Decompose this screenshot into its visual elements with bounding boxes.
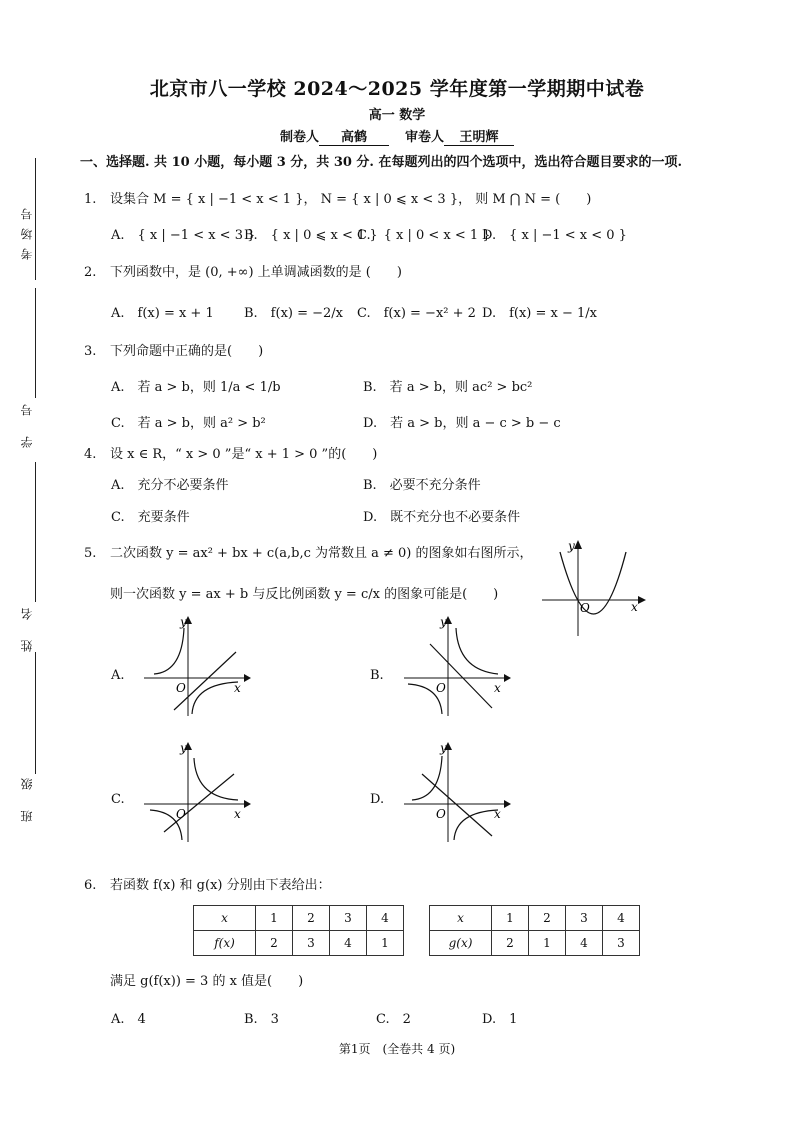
question-number: 1. <box>84 192 97 207</box>
q2-option-d[interactable]: D. f(x) = x − 1/x <box>482 306 598 321</box>
question-number: 2. <box>84 265 97 280</box>
question-6 <box>84 874 331 893</box>
question-stem: 二次函数 y = ax² + bx + c(a,b,c 为常数且 a ≠ 0) 的图象如右图所示， <box>110 546 533 561</box>
q3-option-b[interactable]: B. 若 a > b，则 ac² > bc² <box>363 380 533 395</box>
q3-option-d[interactable]: D. 若 a > b，则 a − c > b − c <box>363 416 561 431</box>
table-cell: x <box>430 906 492 931</box>
q5-option-b[interactable]: B. <box>370 668 384 683</box>
sidebar-line-1 <box>35 158 36 280</box>
table-cell: 1 <box>492 906 529 931</box>
question-stem: 设集合 M = { x | −1 < x < 1 }， N = { x | 0 ⩽ x < 3 }， 则 M ⋂ N = ( ) <box>110 192 592 207</box>
q2-option-a[interactable]: A. f(x) = x + 1 <box>111 306 214 321</box>
origin-label: O <box>436 807 446 821</box>
question-4 <box>84 443 377 462</box>
q5-graph-b <box>400 614 512 718</box>
axis-x-label: x <box>494 807 501 821</box>
question-number: 6. <box>84 878 97 893</box>
question-3 <box>84 340 263 359</box>
sidebar-class: 班 级 <box>20 770 34 822</box>
question-stem: 下列函数中，是 (0, +∞) 上单调减函数的是 ( ) <box>110 265 402 280</box>
question-5 <box>84 542 533 561</box>
sidebar-line-2 <box>35 288 36 398</box>
table-row <box>430 906 640 931</box>
q1-option-a[interactable]: A. { x | −1 < x < 3 } <box>111 228 256 243</box>
axis-y-label: y <box>568 539 575 553</box>
sidebar-exam-room: 考场号 <box>20 200 34 260</box>
q5-graph-d <box>400 740 512 844</box>
question-number: 5. <box>84 546 97 561</box>
q5-option-d[interactable]: D. <box>370 792 385 807</box>
q5-graph-c <box>140 740 252 844</box>
table-cell: 1 <box>529 931 566 956</box>
maker-name: 高鹤 <box>319 126 389 146</box>
origin-label: O <box>176 681 186 695</box>
table-cell: g(x) <box>430 931 492 956</box>
axis-x-label: x <box>234 807 241 821</box>
origin-label: O <box>580 601 590 615</box>
axis-x-label: x <box>631 600 638 614</box>
origin-label: O <box>436 681 446 695</box>
q5-graph-a <box>140 614 252 718</box>
exam-title: 北京市八一学校 2024～2025 学年度第一学期期中试卷 <box>149 78 645 100</box>
table-cell: 4 <box>330 931 367 956</box>
table-row <box>194 931 404 956</box>
q3-option-c[interactable]: C. 若 a > b，则 a² > b² <box>111 416 266 431</box>
table-cell: 4 <box>566 931 603 956</box>
question-number: 4. <box>84 447 97 462</box>
parabola-graph <box>538 536 648 640</box>
question-2 <box>84 261 402 280</box>
q1-option-b[interactable]: B. { x | 0 ⩽ x < 1 } <box>244 228 378 243</box>
q4-option-c[interactable]: C. 充要条件 <box>111 510 190 525</box>
q6-option-a[interactable]: A. 4 <box>111 1012 146 1027</box>
q2-option-b[interactable]: B. f(x) = −2/x <box>244 306 344 321</box>
exam-subtitle: 高一 数学 <box>368 108 426 123</box>
table-cell: 1 <box>256 906 293 931</box>
question-1 <box>84 188 591 207</box>
table-cell: 2 <box>492 931 529 956</box>
q2-option-c[interactable]: C. f(x) = −x² + 2 <box>357 306 476 321</box>
table-g <box>429 905 640 956</box>
q3-option-a[interactable]: A. 若 a > b，则 1/a < 1/b <box>111 380 281 395</box>
axis-y-label: y <box>440 615 447 629</box>
sidebar-student-id: 学 号 <box>20 396 34 448</box>
table-cell: x <box>194 906 256 931</box>
table-cell: f(x) <box>194 931 256 956</box>
axis-y-label: y <box>180 741 187 755</box>
origin-label: O <box>176 807 186 821</box>
exam-makers <box>0 126 794 146</box>
sidebar-name: 姓 名 <box>20 600 34 652</box>
axis-x-label: x <box>494 681 501 695</box>
axis-y-label: y <box>180 615 187 629</box>
q4-option-a[interactable]: A. 充分不必要条件 <box>111 478 229 493</box>
page-footer: 第1页 (全卷共 4 页) <box>338 1042 456 1056</box>
table-cell: 3 <box>330 906 367 931</box>
table-cell: 1 <box>367 931 404 956</box>
q5-option-c[interactable]: C. <box>111 792 125 807</box>
axis-x-label: x <box>234 681 241 695</box>
table-row <box>194 906 404 931</box>
table-cell: 2 <box>256 931 293 956</box>
table-cell: 2 <box>529 906 566 931</box>
question-stem: 设 x ∈ R，“ x > 0 ”是“ x + 1 > 0 ”的( ) <box>110 447 378 462</box>
q4-option-d[interactable]: D. 既不充分也不必要条件 <box>363 510 521 525</box>
sidebar-line-4 <box>35 652 36 774</box>
table-cell: 3 <box>566 906 603 931</box>
question-6-stem-2: 满足 g(f(x)) = 3 的 x 值是( ) <box>110 974 304 989</box>
question-stem: 若函数 f(x) 和 g(x) 分别由下表给出： <box>110 878 331 893</box>
table-cell: 3 <box>293 931 330 956</box>
q6-option-d[interactable]: D. 1 <box>482 1012 518 1027</box>
axis-y-label: y <box>440 741 447 755</box>
reviewer-name: 王明辉 <box>444 126 514 146</box>
table-cell: 4 <box>603 906 640 931</box>
maker-label: 制卷人 <box>279 130 319 145</box>
q6-option-b[interactable]: B. 3 <box>244 1012 279 1027</box>
q1-option-c[interactable]: C. { x | 0 < x < 1 } <box>357 228 491 243</box>
table-f <box>193 905 404 956</box>
q1-option-d[interactable]: D. { x | −1 < x < 0 } <box>482 228 627 243</box>
q4-option-b[interactable]: B. 必要不充分条件 <box>363 478 481 493</box>
table-cell: 2 <box>293 906 330 931</box>
q6-option-c[interactable]: C. 2 <box>376 1012 411 1027</box>
sidebar-line-3 <box>35 462 36 602</box>
question-number: 3. <box>84 344 97 359</box>
question-stem: 下列命题中正确的是( ) <box>110 344 264 359</box>
table-cell: 4 <box>367 906 404 931</box>
reviewer-label: 审卷人 <box>405 130 445 145</box>
table-row <box>430 931 640 956</box>
q5-option-a[interactable]: A. <box>111 668 125 683</box>
table-cell: 3 <box>603 931 640 956</box>
question-5-stem-2: 则一次函数 y = ax + b 与反比例函数 y = c/x 的图象可能是( ) <box>110 587 499 602</box>
section-one-heading: 一、选择题. 共 10 小题，每小题 3 分，共 30 分. 在每题列出的四个选项中，选出符合题目要求的一项. <box>80 155 683 170</box>
